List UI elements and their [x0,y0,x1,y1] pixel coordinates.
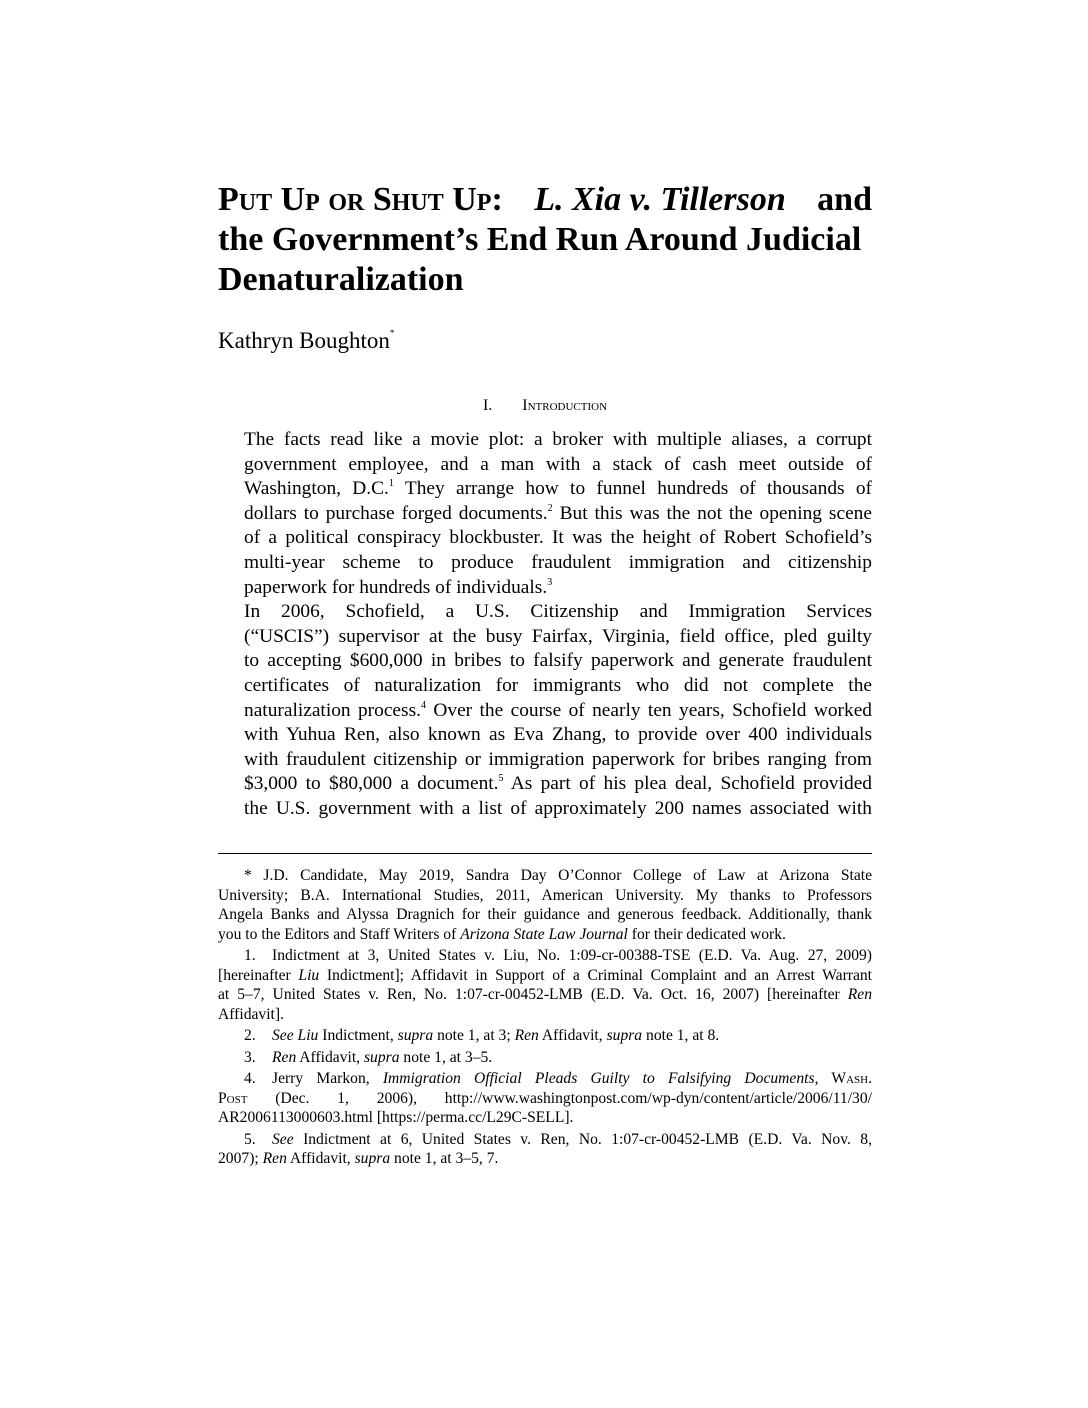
p2-line-7: with fraudulent citizenship or immigration paperwork for bribes ranging from [244,748,872,770]
title-line-3: Denaturalization [218,261,464,298]
footnote-3-number: 3. [244,1048,256,1066]
paragraph-2 [218,600,872,821]
p1-line-7: paperwork for hundreds of individuals.$^3$ [244,576,553,598]
title-line-2: the Government’s End Run Around Judicial [218,221,862,258]
footnote-ref-1: 1 [388,478,394,490]
p1-line-3: Washington, D.C.$^1$ They arrange how to funnel hundreds of thousands of [244,478,873,500]
title-case-name: L. Xia v. Tillerson [534,181,786,218]
footnote-2-number: 2. [244,1027,256,1044]
section-heading [218,394,872,418]
footnote-4: 4. Jerry Markon, Immigration Official Pleads Guilty to Falsifying Documents, Wash. Post (Dec. 1, 2006), http://www.washingtonpost.com/wp-dyn/content/article/2006/11/30/ AR2006113000603.html [https://perma.cc/L29C-SELL]. [218,1070,872,1126]
p2-line-1: In 2006, Schofield, a U.S. Citizenship and Immigration Services [244,601,872,623]
author-name: Kathryn Boughton [218,328,390,353]
p1-line-1: The facts read like a movie plot: a broker with multiple aliases, a corrupt [244,429,872,450]
footnote-1: 1. Indictment at 3, United States v. Liu, No. 1:09-cr-00388-TSE (E.D. Va. Aug. 27, 2009) [hereinafter Liu Indictment]; Affidavit in Support of a Criminal Complaint and an Arrest Warrant at 5–7, United States v. Ren, No. 1:07-cr-00452-LMB (E.D. Va. Oct. 16, 2007) [hereinafter Ren Affidavit]. [218,947,873,1023]
footnote-divider [218,853,872,854]
footnote-star: * J.D. Candidate, May 2019, Sandra Day O’Connor College of Law at Arizona State University; B.A. International Studies, 2011, American University. My thanks to Professors Angela Banks and Alyssa Dragnich for their guidance and generous feedback. Additionally, thank you to the Editors and Staff Writers of Arizona State Law Journal for their dedicated work. [218,867,872,943]
section-title: Introduction [522,397,608,414]
footnote-1-number: 1. [244,947,256,964]
title-up2: Up: [452,181,503,218]
article-title [218,180,872,300]
section-number: I. [482,397,493,414]
footnote-ref-4: 4 [420,699,426,711]
p1-line-2: government employee, and a man with a stack of cash meet outside of [244,453,872,475]
footnote-5: 5. See Indictment at 6, United States v. Ren, No. 1:07-cr-00452-LMB (E.D. Va. Nov. 8, 2007); Ren Affidavit, supra note 1, at 3–5, 7. [218,1130,872,1167]
p2-line-3: to accepting $600,000 in bribes to falsify paperwork and generate fraudulent [244,650,872,672]
p2-line-4: certificates of naturalization for immigrants who did not complete the [244,674,872,696]
p1-line-4: dollars to purchase forged documents.$^2$ But this was the not the opening scene [244,502,872,524]
footnote-ref-5: 5 [498,773,504,785]
p2-line-6: with Yuhua Ren, also known as Eva Zhang, to provide over 400 individuals [244,724,872,746]
article-body [218,428,872,822]
footnotes [218,866,872,1171]
footnote-5-number: 5. [244,1130,256,1148]
author [218,318,394,356]
title-and: and [817,181,872,218]
p2-line-8: $3,000 to $80,000 a document.$^5$ As part of his plea deal, Schofield provided [244,773,872,795]
title-put: Put [218,181,273,218]
p1-line-6: multi-year scheme to produce fraudulent immigration and citizenship [244,551,872,573]
title-up: Up [280,181,320,218]
p1-line-5: of a political conspiracy blockbuster. It was the height of Robert Schofield’s [244,527,872,549]
paragraph-1 [218,428,872,600]
p2-line-5: naturalization process.$^4$ Over the course of nearly ten years, Schofield worked [244,699,872,721]
p2-line-9: the U.S. government with a list of approximately 200 names associated with [244,797,872,819]
footnote-4-number: 4. [244,1070,256,1087]
title-line-1 [218,180,872,220]
title-shut: Shut [372,181,444,218]
p2-line-2: (“USCIS”) supervisor at the busy Fairfax, Virginia, field office, pled guilty [244,625,872,647]
footnote-3: 3. Ren Affidavit, supra note 1, at 3–5. [244,1048,493,1066]
footnote-ref-2: 2 [547,502,553,514]
footnote-ref-3: 3 [547,576,553,588]
footnote-2: 2. See Liu Indictment, supra note 1, at 3; Ren Affidavit, supra note 1, at 8. [244,1027,720,1044]
title-or: or [328,181,365,218]
author-footnote-mark: * [389,328,395,338]
